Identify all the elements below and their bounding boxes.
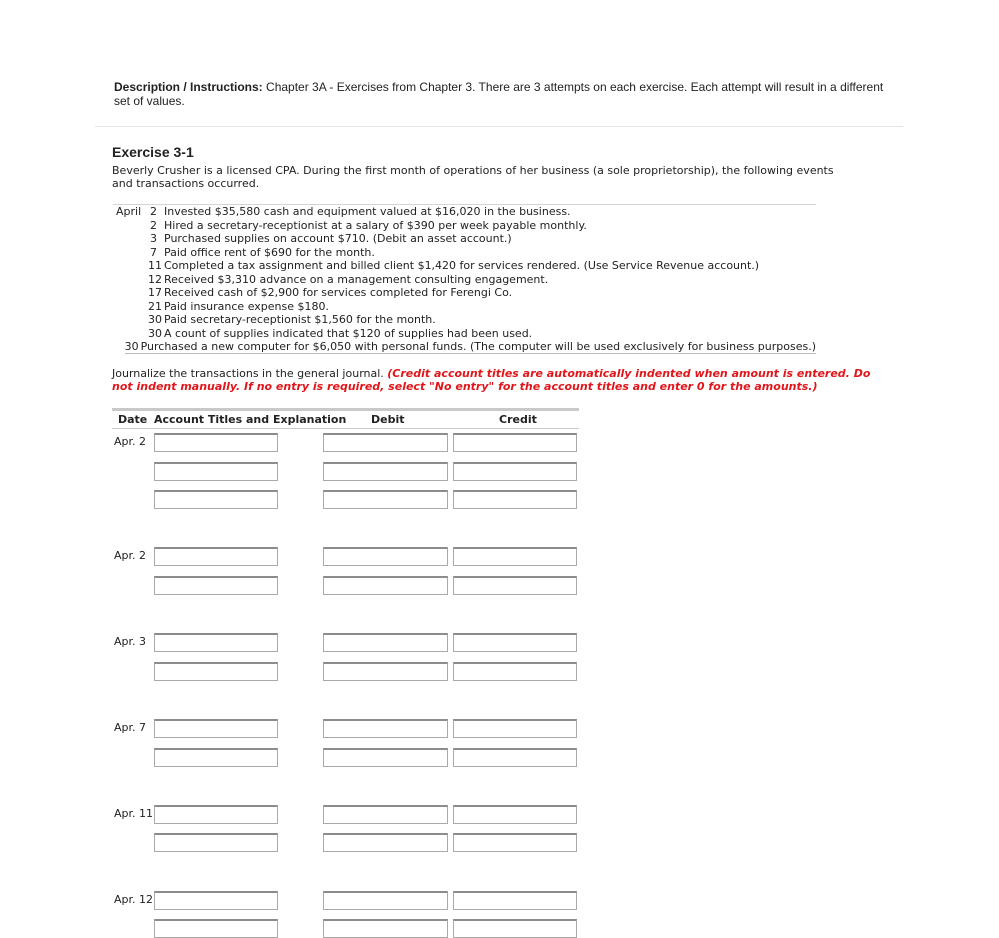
- transaction-month: [113, 327, 148, 341]
- credit-input[interactable]: [453, 490, 577, 509]
- account-title-input[interactable]: [154, 662, 278, 681]
- transaction-text: Paid insurance expense $180.: [164, 299, 329, 313]
- instructions-note: (Credit account titles are automatically indented when amount is entered. Do not indent manually. If no entry is required, select "No entry" for the account titles and enter 0 for the amounts.): [112, 367, 871, 393]
- debit-input[interactable]: [323, 919, 448, 938]
- exercise-intro: Beverly Crusher is a licensed CPA. During the first month of operations of her business (a sole proprietorship), the following events and transactions occurred.: [112, 164, 834, 190]
- general-journal: [112, 408, 579, 906]
- transaction-text: Received cash of $2,900 for services completed for Ferengi Co.: [164, 286, 513, 299]
- transaction-day: 2: [150, 205, 157, 218]
- description-instructions: [114, 80, 884, 108]
- transaction-text: Paid secretary-receptionist $1,560 for the month.: [164, 313, 436, 326]
- transaction-month: [113, 219, 148, 233]
- transaction-row: [113, 300, 816, 314]
- entry-date: Apr. 7: [114, 721, 147, 734]
- account-title-input[interactable]: [154, 462, 278, 481]
- transaction-row: [113, 273, 816, 287]
- transaction-text: Purchased a new computer for $6,050 with personal funds. (The computer will be used exclusively for business purposes.): [134, 340, 816, 354]
- credit-input[interactable]: [453, 748, 577, 767]
- transaction-day: 30: [124, 340, 139, 353]
- account-title-input[interactable]: [154, 833, 278, 852]
- account-title-input[interactable]: [154, 433, 278, 452]
- debit-input[interactable]: [323, 576, 448, 595]
- credit-input[interactable]: [453, 576, 577, 595]
- transaction-day: 30: [148, 313, 162, 326]
- transaction-month: [113, 286, 148, 300]
- credit-input[interactable]: [453, 919, 577, 938]
- transaction-row: [113, 219, 816, 233]
- entry-date: Apr. 3: [114, 635, 147, 649]
- journal-instructions: [112, 367, 882, 393]
- transaction-text: Hired a secretary-receptionist at a salary of $390 per week payable monthly.: [164, 218, 587, 232]
- debit-input[interactable]: [323, 547, 448, 566]
- transaction-text: Purchased supplies on account $710. (Debit an asset account.): [164, 232, 512, 245]
- transaction-row: [113, 340, 816, 354]
- transaction-month: [113, 232, 148, 246]
- instructions-plain: Journalize the transactions in the general journal.: [112, 367, 388, 380]
- transaction-row: [113, 327, 816, 341]
- transaction-text: Paid office rent of $690 for the month.: [164, 245, 375, 259]
- transaction-text: Invested $35,580 cash and equipment valued at $16,020 in the business.: [164, 205, 571, 218]
- debit-input[interactable]: [323, 748, 448, 767]
- section-divider: [95, 126, 903, 127]
- transaction-day: 12: [148, 272, 162, 286]
- transaction-month: [113, 273, 148, 287]
- transaction-day: 7: [150, 245, 157, 259]
- header-date: Date: [118, 413, 148, 426]
- account-title-input[interactable]: [154, 547, 278, 566]
- transaction-text: Received $3,310 advance on a management consulting engagement.: [164, 272, 549, 286]
- credit-input[interactable]: [453, 805, 577, 824]
- account-title-input[interactable]: [154, 633, 278, 652]
- transaction-month: [113, 313, 148, 327]
- entry-date: Apr. 11: [114, 806, 154, 820]
- debit-input[interactable]: [323, 433, 448, 452]
- entry-date: Apr. 2: [114, 549, 147, 563]
- transaction-day: 3: [150, 232, 157, 245]
- transaction-row: [113, 232, 816, 246]
- header-debit: Debit: [371, 413, 405, 426]
- transaction-row: [113, 205, 816, 219]
- transaction-month: [113, 246, 148, 260]
- account-title-input[interactable]: [154, 719, 278, 738]
- credit-input[interactable]: [453, 547, 577, 566]
- transaction-row: [113, 313, 816, 327]
- header-credit: Credit: [499, 413, 537, 426]
- transaction-text: Completed a tax assignment and billed client $1,420 for services rendered. (Use Service Revenue account.): [164, 259, 760, 272]
- debit-input[interactable]: [323, 719, 448, 738]
- debit-input[interactable]: [323, 662, 448, 681]
- entry-date: Apr. 2: [114, 435, 147, 448]
- transaction-text: A count of supplies indicated that $120 of supplies had been used.: [164, 326, 533, 340]
- credit-input[interactable]: [453, 662, 577, 681]
- credit-input[interactable]: [453, 462, 577, 481]
- credit-input[interactable]: [453, 633, 577, 652]
- debit-input[interactable]: [323, 805, 448, 824]
- transaction-month: [113, 300, 148, 314]
- transaction-day: 11: [148, 259, 162, 272]
- transaction-month: April: [116, 205, 142, 218]
- debit-input[interactable]: [323, 462, 448, 481]
- transaction-month: [113, 259, 148, 273]
- credit-input[interactable]: [453, 719, 577, 738]
- debit-input[interactable]: [323, 490, 448, 509]
- credit-input[interactable]: [453, 833, 577, 852]
- account-title-input[interactable]: [154, 748, 278, 767]
- transaction-day: 21: [148, 299, 162, 313]
- description-label: Description / Instructions:: [114, 80, 263, 94]
- account-title-input[interactable]: [154, 919, 278, 938]
- account-title-input[interactable]: [154, 805, 278, 824]
- credit-input[interactable]: [453, 433, 577, 452]
- debit-input[interactable]: [323, 833, 448, 852]
- debit-input[interactable]: [323, 633, 448, 652]
- entry-date: Apr. 12: [114, 892, 154, 906]
- transaction-row: [113, 246, 816, 260]
- account-title-input[interactable]: [154, 576, 278, 595]
- transaction-day: 17: [148, 286, 162, 299]
- transaction-day: 30: [148, 326, 162, 340]
- credit-input[interactable]: [453, 891, 577, 910]
- description-text: Chapter 3A - Exercises from Chapter 3. There are 3 attempts on each exercise. Each attempt will result in a different set of values.: [114, 80, 884, 108]
- exercise-title: Exercise 3-1: [112, 144, 194, 160]
- transactions-list: [113, 204, 816, 354]
- debit-input[interactable]: [323, 891, 448, 910]
- transaction-row: [113, 286, 816, 300]
- account-title-input[interactable]: [154, 490, 278, 509]
- transaction-day: 2: [150, 218, 157, 232]
- transaction-row: [113, 259, 816, 273]
- header-account: Account Titles and Explanation: [154, 413, 347, 426]
- account-title-input[interactable]: [154, 891, 278, 910]
- journal-header: [112, 408, 579, 429]
- transaction-month: [113, 340, 125, 354]
